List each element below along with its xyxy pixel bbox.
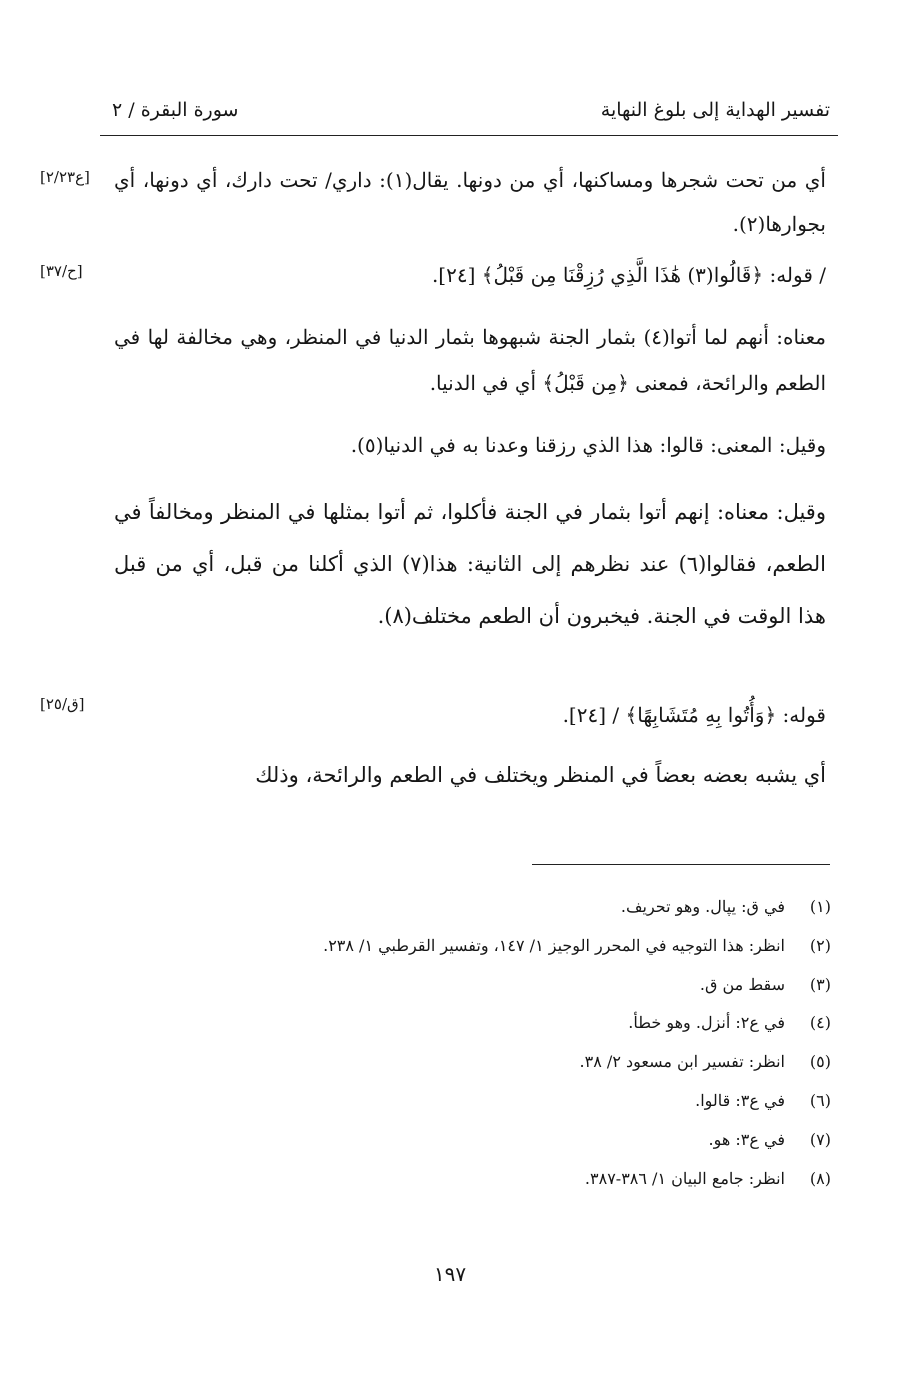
footnote-number: (٢)	[809, 935, 831, 955]
footnote-item	[180, 927, 831, 966]
footnote-number: (٤)	[809, 1013, 831, 1033]
footnote-number: (٦)	[809, 1090, 831, 1110]
manuscript-reference-note: [ق/٢٥]	[40, 695, 85, 713]
footnote-item	[180, 888, 831, 927]
footnote-item	[180, 1160, 831, 1199]
body-paragraph: أي يشبه بعضه بعضاً في المنظر ويختلف في الطعم والرائحة، وذلك	[255, 763, 826, 787]
surah-label: سورة البقرة / ٢	[112, 99, 239, 121]
footnote-item	[180, 1082, 831, 1121]
manuscript-reference-note: [ع٢/٢٣]	[40, 168, 90, 186]
verse-citation	[114, 255, 826, 295]
footnote-number: (١)	[809, 897, 831, 916]
footnote-number: (٥)	[809, 1052, 831, 1072]
footnote-text: في ع٣: قالوا.	[695, 1090, 785, 1110]
body-paragraph: وقيل: المعنى: قالوا: هذا الذي رزقنا وعدنا به في الدنيا(٥).	[350, 433, 826, 457]
footnote-text: في ع٣: هو.	[708, 1129, 785, 1149]
footnote-number: (٣)	[809, 974, 831, 994]
verse-number: / [٢٤].	[562, 703, 626, 727]
page-number: ١٩٧	[433, 1262, 467, 1286]
footnote-number: (٧)	[809, 1129, 831, 1149]
footnote-item	[180, 1121, 831, 1160]
book-title: تفسير الهداية إلى بلوغ النهاية	[600, 99, 830, 121]
body-paragraph: معناه: أنهم لما أتوا(٤) بثمار الجنة شبهوها بثمار الدنيا في المنظر، وهي مخالفة لها في الطعم والرائحة، فمعنى ﴿مِن قَبْلُ﴾ أي في الدنيا.	[114, 325, 826, 395]
footnote-divider	[532, 864, 830, 865]
header-divider	[100, 135, 838, 136]
quran-verse: ﴿قَالُوا(٣) هَٰذَا الَّذِي رُزِقْنَا مِن قَبْلُ﴾	[481, 263, 764, 287]
running-header	[100, 93, 838, 129]
verse-number: [٢٤].	[431, 263, 482, 287]
footnote-number: (٨)	[809, 1168, 831, 1188]
footnote-text: في ع٢: أنزل. وهو خطأ.	[628, 1013, 785, 1033]
footnote-text: في ق: يپال. وهو تحريف.	[620, 897, 785, 916]
footnote-text: سقط من ق.	[699, 974, 785, 994]
quran-verse: ﴿وَأُتُوا بِهِ مُتَشَابِهًا﴾	[625, 703, 777, 727]
footnote-text: انظر: تفسير ابن مسعود ٢/ ٣٨.	[579, 1052, 785, 1072]
body-paragraph: وقيل: معناه: إنهم أتوا بثمار في الجنة فأكلوا، ثم أتوا بمثلها في المنظر ومخالفاً في الطعم، فقالوا(٦) عند نظرهم إلى الثانية: هذا(٧) الذي أكلنا من قبل، أي من قبل هذا الوقت في الجنة. فيخبرون أن الطعم مختلف(٨).	[114, 500, 826, 628]
citation-prefix: قوله:	[776, 703, 826, 727]
footnote-item	[180, 1004, 831, 1043]
body-paragraph: أي من تحت شجرها ومساكنها، أي من دونها. يقال(١): داري/ تحت دارك، أي دونها، أي بجوارها(٢).	[114, 168, 826, 236]
manuscript-reference-note: [ح/٣٧]	[40, 262, 83, 280]
footnote-item	[180, 1043, 831, 1082]
verse-citation	[114, 695, 826, 735]
footnote-text: انظر: جامع البيان ١/ ٣٨٦-٣٨٧.	[584, 1168, 785, 1188]
citation-prefix: / قوله:	[763, 263, 826, 287]
footnotes-list	[180, 888, 831, 1198]
footnote-text: انظر: هذا التوجيه في المحرر الوجيز ١/ ١٤٧، وتفسير القرطبي ١/ ٢٣٨.	[323, 935, 785, 955]
footnote-item	[180, 966, 831, 1005]
